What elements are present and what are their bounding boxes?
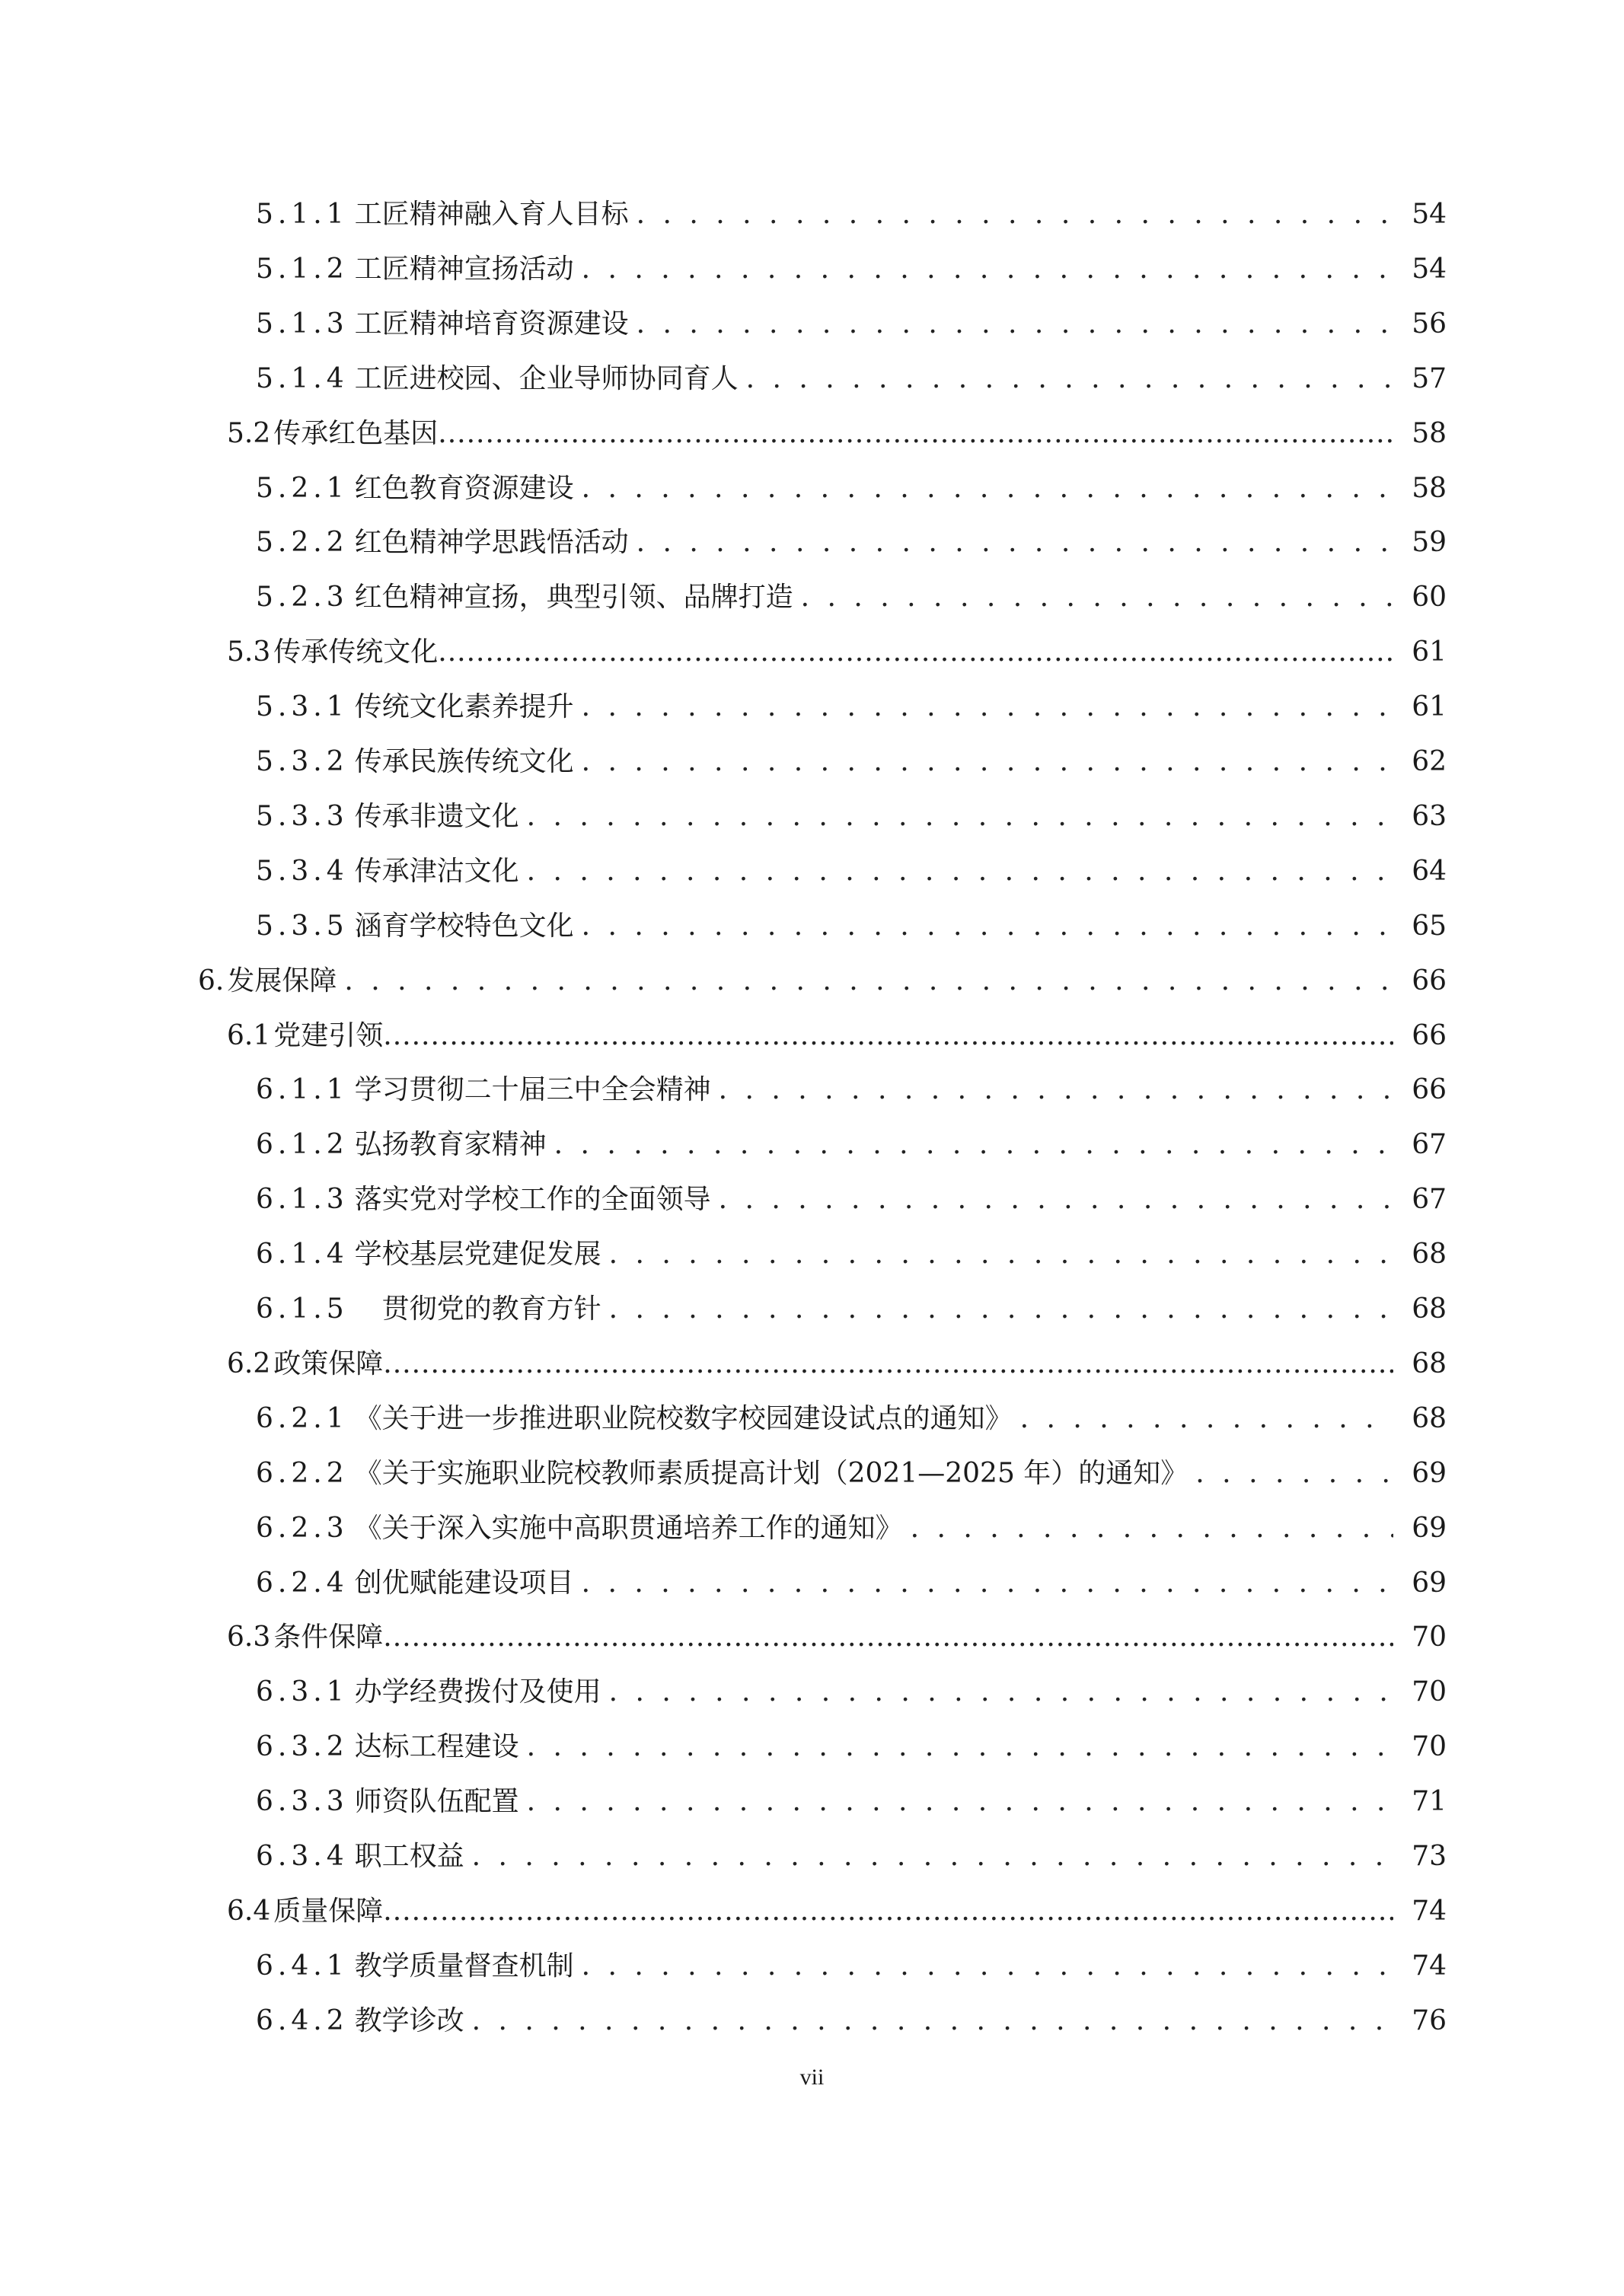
toc-entry-title: 弘扬教育家精神 [354,1129,547,1161]
toc-entry-number: 6.3.3 [256,1786,349,1818]
toc-leader-dots [383,1013,1393,1059]
toc-entry[interactable] [227,411,1447,457]
toc-entry-title: 传承红色基因 [273,417,439,449]
toc-entry[interactable] [256,1122,1447,1168]
toc-leader-dots [746,356,1393,402]
toc-entry-title: 创优赋能建设项目 [354,1567,574,1599]
toc-entry[interactable] [227,630,1447,675]
toc-leader-dots [472,1998,1393,2044]
toc-entry[interactable] [256,575,1447,620]
toc-entry-title: 发展保障 [227,965,337,997]
toc-entry-page: 61 [1412,691,1447,723]
toc-leader-dots [609,1669,1393,1715]
toc-entry-number: 5.2.1 [256,472,349,504]
toc-leader-dots [637,192,1393,238]
toc-entry[interactable] [198,958,1447,1004]
toc-entry-number: 5.1.1 [256,199,349,230]
toc-leader-dots [801,575,1393,620]
toc-entry-page: 76 [1412,2004,1447,2036]
toc-entry-number: 5.2.3 [256,582,349,614]
toc-entry-number: 6.1 [227,1019,271,1051]
toc-entry[interactable] [256,1506,1447,1551]
toc-entry-number: 6.1.2 [256,1129,349,1161]
toc-entry-page: 67 [1412,1129,1447,1161]
toc-leader-dots [554,1122,1393,1168]
toc-entry[interactable] [256,1998,1447,2044]
toc-entry-number: 5.3.1 [256,691,349,723]
toc-entry[interactable] [256,904,1447,949]
toc-entry[interactable] [256,1067,1447,1113]
toc-leader-dots [582,247,1393,292]
toc-entry[interactable] [227,1341,1447,1387]
toc-entry-page: 74 [1412,1895,1447,1927]
toc-leader-dots [527,794,1393,840]
toc-entry-title: 条件保障 [273,1622,384,1653]
toc-entry-page: 66 [1412,1074,1447,1106]
toc-entry-number: 5.3.3 [256,800,349,832]
toc-entry[interactable] [256,849,1447,894]
toc-entry-number: 5.1.2 [256,253,349,285]
toc-entry-title: 红色精神宣扬，典型引领、品牌打造 [354,582,793,614]
toc-entry-title: 职工权益 [354,1841,464,1872]
toc-leader-dots [383,1615,1393,1660]
toc-entry-number: 6.4.2 [256,2004,349,2036]
toc-leader-dots [438,630,1393,675]
toc-entry[interactable] [227,1889,1447,1934]
toc-leader-dots [527,1779,1393,1825]
toc-entry[interactable] [256,356,1447,402]
toc-entry-page: 73 [1412,1841,1447,1872]
toc-entry-title: 传承传统文化 [273,636,439,668]
toc-entry-page: 69 [1412,1457,1447,1489]
toc-leader-dots [344,958,1393,1004]
toc-entry[interactable] [256,684,1447,730]
toc-entry-title: 红色教育资源建设 [354,472,574,504]
toc-leader-dots [637,520,1393,566]
toc-entry[interactable] [256,1724,1447,1770]
toc-leader-dots [582,739,1393,785]
toc-entry-number: 6.2.2 [256,1457,349,1489]
toc-leader-dots [582,904,1393,949]
toc-entry-title: 传统文化素养提升 [354,691,574,723]
toc-entry-page: 71 [1412,1786,1447,1818]
toc-entry-page: 70 [1412,1676,1447,1708]
toc-entry-number: 6.4.1 [256,1950,349,1982]
toc-entry-page: 61 [1412,636,1447,668]
toc-entry-page: 68 [1412,1402,1447,1434]
toc-entry-title: 学习贯彻二十届三中全会精神 [354,1074,711,1106]
toc-entry-page: 58 [1412,472,1447,504]
toc-entry-number: 5.1.4 [256,362,349,394]
toc-entry-number: 6.2.4 [256,1567,349,1599]
toc-leader-dots [582,684,1393,730]
toc-entry-title: 红色精神学思践悟活动 [354,527,629,559]
toc-leader-dots [609,1232,1393,1277]
toc-entry-page: 63 [1412,800,1447,832]
toc-leader-dots [719,1177,1393,1223]
toc-entry-title: 《关于深入实施中高职贯通培养工作的通知》 [354,1512,903,1544]
toc-entry-title: 传承非遗文化 [354,800,519,832]
toc-entry-page: 68 [1412,1293,1447,1325]
toc-entry-page: 62 [1412,746,1447,777]
toc-entry-title: 传承津沽文化 [354,855,519,887]
toc-entry[interactable] [256,1287,1447,1332]
toc-entry-number: 6.3.1 [256,1676,349,1708]
toc-entry-title: 工匠精神宣扬活动 [354,253,574,285]
toc-entry-number: 6. [198,965,225,997]
toc-entry-number: 6.2.1 [256,1402,349,1434]
toc-entry-title: 涵育学校特色文化 [354,910,574,942]
toc-entry-page: 74 [1412,1950,1447,1982]
toc-leader-dots [527,1724,1393,1770]
toc-entry-title: 学校基层党建促发展 [354,1239,601,1271]
toc-entry[interactable] [256,192,1447,238]
toc-entry-title: 师资队伍配置 [354,1786,519,1818]
toc-entry-title: 落实党对学校工作的全面领导 [354,1184,711,1216]
toc-entry-title: 工匠进校园、企业导师协同育人 [354,362,739,394]
toc-entry-page: 65 [1412,910,1447,942]
toc-leader-dots [582,1944,1393,1989]
toc-leader-dots [438,411,1393,457]
toc-entry-page: 68 [1412,1347,1447,1379]
toc-entry-number: 5.3.4 [256,855,349,887]
toc-entry-title: 工匠精神融入育人目标 [354,199,629,230]
page-number: vii [799,2065,825,2090]
toc-entry[interactable] [256,1779,1447,1825]
toc-entry-page: 69 [1412,1567,1447,1599]
toc-leader-dots [1195,1451,1393,1497]
toc-entry-title: 传承民族传统文化 [354,746,574,777]
toc-entry[interactable] [256,1232,1447,1277]
toc-entry[interactable] [256,1396,1447,1442]
toc-leader-dots [1020,1396,1393,1442]
toc-entry-page: 64 [1412,855,1447,887]
toc-entry[interactable] [256,1177,1447,1223]
toc-entry[interactable] [256,1561,1447,1606]
toc-entry[interactable] [256,520,1447,566]
toc-leader-dots [582,466,1393,512]
toc-entry-number: 6.1.1 [256,1074,349,1106]
toc-entry-title: 办学经费拨付及使用 [354,1676,601,1708]
toc-entry[interactable] [256,794,1447,840]
toc-entry-title: 达标工程建设 [354,1731,519,1763]
toc-entry-number: 5.2.2 [256,527,349,559]
toc-leader-dots [527,849,1393,894]
toc-entry-number: 6.3.4 [256,1841,349,1872]
toc-entry-title: 《关于进一步推进职业院校数字校园建设试点的通知》 [354,1402,1013,1434]
toc-entry[interactable] [227,1013,1447,1059]
toc-entry-number: 6.1.4 [256,1239,349,1271]
toc-entry-number: 6.3 [227,1622,271,1653]
toc-entry-page: 70 [1412,1731,1447,1763]
toc-entry-title: 教学质量督查机制 [354,1950,574,1982]
toc-entry[interactable] [256,1834,1447,1880]
toc-entry-number: 6.2.3 [256,1512,349,1544]
toc-entry[interactable] [256,1669,1447,1715]
toc-entry[interactable] [256,466,1447,512]
toc-entry-title: 党建引领 [273,1019,384,1051]
toc-entry-page: 60 [1412,582,1447,614]
toc-entry[interactable] [227,1615,1447,1660]
toc-entry[interactable] [256,247,1447,292]
toc-entry-page: 67 [1412,1184,1447,1216]
toc-leader-dots [719,1067,1393,1113]
toc-entry-title: 质量保障 [273,1895,384,1927]
toc-entry-number: 5.3.5 [256,910,349,942]
toc-leader-dots [383,1341,1393,1387]
toc-entry-number: 6.2 [227,1347,271,1379]
toc-leader-dots [911,1506,1393,1551]
toc-entry-number: 6.1.5 [256,1293,349,1325]
toc-entry-title: 教学诊改 [354,2004,464,2036]
toc-entry-number: 5.3.2 [256,746,349,777]
toc-entry-page: 59 [1412,527,1447,559]
toc-entry-page: 54 [1412,253,1447,285]
toc-entry-page: 58 [1412,417,1447,449]
toc-entry-page: 69 [1412,1512,1447,1544]
toc-entry-title: 《关于实施职业院校教师素质提高计划（2021—2025 年）的通知》 [354,1457,1188,1489]
toc-entry-title: 政策保障 [273,1347,384,1379]
toc-entry-page: 54 [1412,199,1447,230]
toc-entry[interactable] [256,1944,1447,1989]
toc-entry-title: 工匠精神培育资源建设 [354,308,629,340]
toc-leader-dots [383,1889,1393,1934]
toc-entry-page: 66 [1412,965,1447,997]
toc-entry-page: 57 [1412,362,1447,394]
toc-entry-number: 5.3 [227,636,271,668]
toc-entry-number: 5.2 [227,417,271,449]
toc-entry-page: 70 [1412,1622,1447,1653]
toc-leader-dots [637,301,1393,347]
toc-entry-number: 5.1.3 [256,308,349,340]
toc-entry[interactable] [256,739,1447,785]
toc-entry-title: 贯彻党的教育方针 [354,1293,601,1325]
toc-leader-dots [472,1834,1393,1880]
toc-entry-page: 56 [1412,308,1447,340]
toc-leader-dots [582,1561,1393,1606]
toc-entry-number: 6.3.2 [256,1731,349,1763]
toc-entry[interactable] [256,301,1447,347]
toc-entry[interactable] [256,1451,1447,1497]
toc-entry-page: 66 [1412,1019,1447,1051]
toc-entry-number: 6.1.3 [256,1184,349,1216]
toc-leader-dots [609,1287,1393,1332]
toc-entry-number: 6.4 [227,1895,271,1927]
toc-entry-page: 68 [1412,1239,1447,1271]
